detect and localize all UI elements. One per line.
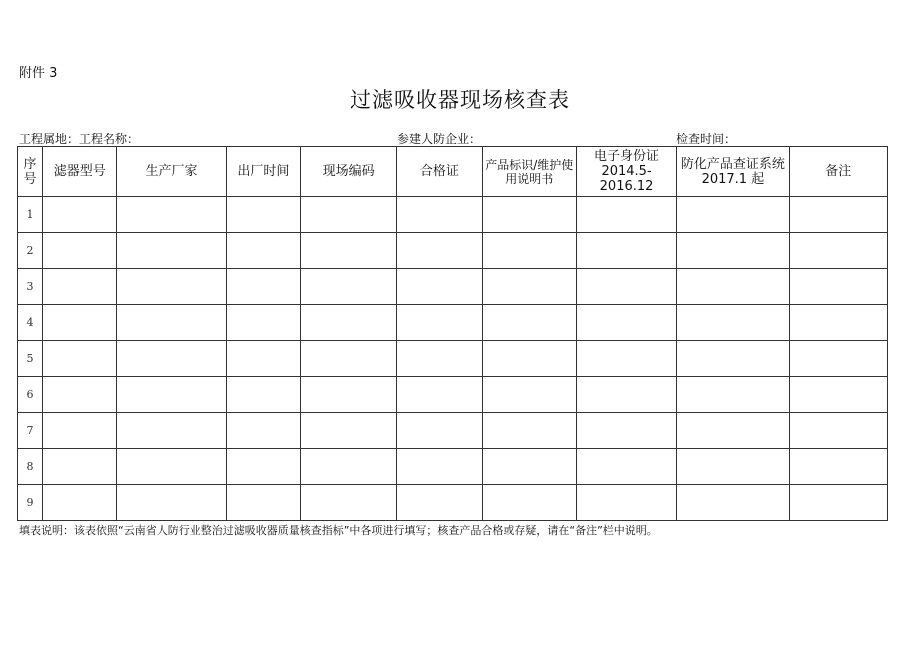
cell-certificate xyxy=(397,413,482,449)
header-product-label-manual: 产品标识/维护使用说明书 xyxy=(482,147,576,197)
cell-electronic-id xyxy=(576,485,676,521)
cell-electronic-id xyxy=(576,269,676,305)
cell-manufacturer xyxy=(117,377,226,413)
table-row xyxy=(18,197,888,233)
cell-site-code xyxy=(300,377,396,413)
cell-product-label-manual xyxy=(482,305,576,341)
cell-remarks xyxy=(789,269,887,305)
cell-product-label-manual xyxy=(482,485,576,521)
cell-manufacturer xyxy=(117,305,226,341)
row-number: 2 xyxy=(18,233,43,269)
project-info-labels xyxy=(19,130,139,147)
cell-production-date xyxy=(226,377,300,413)
cell-manufacturer xyxy=(117,485,226,521)
cell-production-date xyxy=(226,341,300,377)
header-certificate: 合格证 xyxy=(397,147,482,197)
cell-remarks xyxy=(789,449,887,485)
cell-filter-model xyxy=(43,269,117,305)
cell-filter-model xyxy=(43,449,117,485)
cell-product-label-manual xyxy=(482,269,576,305)
cell-site-code xyxy=(300,197,396,233)
location-label: 工程属地： xyxy=(19,132,80,146)
cell-certificate xyxy=(397,341,482,377)
cell-filter-model xyxy=(43,233,117,269)
cell-electronic-id xyxy=(576,449,676,485)
cell-production-date xyxy=(226,413,300,449)
header-seq: 序号 xyxy=(18,147,43,197)
cell-product-label-manual xyxy=(482,449,576,485)
cell-site-code xyxy=(300,233,396,269)
table-row xyxy=(18,233,888,269)
cell-production-date xyxy=(226,305,300,341)
cell-remarks xyxy=(789,377,887,413)
project-name-label: 工程名称： xyxy=(79,132,140,146)
cell-electronic-id xyxy=(576,197,676,233)
cell-site-code xyxy=(300,449,396,485)
cell-filter-model xyxy=(43,341,117,377)
cell-product-label-manual xyxy=(482,233,576,269)
row-number: 5 xyxy=(18,341,43,377)
row-number: 7 xyxy=(18,413,43,449)
table-header-row xyxy=(18,147,888,197)
cell-manufacturer xyxy=(117,413,226,449)
table-row xyxy=(18,341,888,377)
table-row xyxy=(18,305,888,341)
header-remarks: 备注 xyxy=(789,147,887,197)
cell-manufacturer xyxy=(117,449,226,485)
cell-certificate xyxy=(397,233,482,269)
cell-certificate xyxy=(397,197,482,233)
cell-site-code xyxy=(300,341,396,377)
cell-remarks xyxy=(789,197,887,233)
inspection-time-label: 检查时间： xyxy=(676,132,737,146)
cell-certificate xyxy=(397,269,482,305)
cell-verification-system xyxy=(677,449,789,485)
cell-verification-system xyxy=(677,413,789,449)
cell-product-label-manual xyxy=(482,413,576,449)
cell-site-code xyxy=(300,485,396,521)
cell-verification-system xyxy=(677,305,789,341)
cell-verification-system xyxy=(677,341,789,377)
cell-production-date xyxy=(226,197,300,233)
cell-product-label-manual xyxy=(482,341,576,377)
header-manufacturer: 生产厂家 xyxy=(117,147,226,197)
company-label: 参建人防企业： xyxy=(397,132,482,146)
header-filter-model: 滤器型号 xyxy=(43,147,117,197)
cell-filter-model xyxy=(43,413,117,449)
cell-site-code xyxy=(300,269,396,305)
cell-filter-model xyxy=(43,485,117,521)
cell-certificate xyxy=(397,377,482,413)
cell-manufacturer xyxy=(117,269,226,305)
cell-remarks xyxy=(789,233,887,269)
row-number: 3 xyxy=(18,269,43,305)
table-row xyxy=(18,377,888,413)
table-row xyxy=(18,449,888,485)
cell-verification-system xyxy=(677,197,789,233)
table-row xyxy=(18,413,888,449)
cell-site-code xyxy=(300,305,396,341)
cell-product-label-manual xyxy=(482,197,576,233)
header-site-code: 现场编码 xyxy=(300,147,396,197)
cell-electronic-id xyxy=(576,341,676,377)
cell-production-date xyxy=(226,233,300,269)
form-title: 过滤吸收器现场核查表 xyxy=(350,88,570,112)
cell-remarks xyxy=(789,305,887,341)
table-row xyxy=(18,269,888,305)
row-number: 4 xyxy=(18,305,43,341)
cell-remarks xyxy=(789,485,887,521)
cell-electronic-id xyxy=(576,377,676,413)
row-number: 6 xyxy=(18,377,43,413)
cell-verification-system xyxy=(677,377,789,413)
cell-manufacturer xyxy=(117,233,226,269)
cell-production-date xyxy=(226,449,300,485)
attachment-label: 附件 3 xyxy=(19,66,58,81)
fill-instructions: 填表说明：该表依照“云南省人防行业整治过滤吸收器质量核查指标”中各项进行填写；核查产品合格或存疑，请在“备注”栏中说明。 xyxy=(19,524,658,537)
inspection-table xyxy=(17,146,888,521)
cell-remarks xyxy=(789,413,887,449)
cell-electronic-id xyxy=(576,305,676,341)
cell-verification-system xyxy=(677,233,789,269)
header-electronic-id: 电子身份证2014.5-2016.12 xyxy=(576,147,676,197)
cell-electronic-id xyxy=(576,233,676,269)
cell-product-label-manual xyxy=(482,377,576,413)
cell-manufacturer xyxy=(117,341,226,377)
cell-manufacturer xyxy=(117,197,226,233)
cell-filter-model xyxy=(43,377,117,413)
cell-production-date xyxy=(226,485,300,521)
cell-production-date xyxy=(226,269,300,305)
cell-filter-model xyxy=(43,305,117,341)
cell-certificate xyxy=(397,485,482,521)
cell-verification-system xyxy=(677,485,789,521)
cell-certificate xyxy=(397,449,482,485)
row-number: 8 xyxy=(18,449,43,485)
header-production-date: 出厂时间 xyxy=(226,147,300,197)
cell-verification-system xyxy=(677,269,789,305)
table-row xyxy=(18,485,888,521)
cell-filter-model xyxy=(43,197,117,233)
row-number: 9 xyxy=(18,485,43,521)
cell-electronic-id xyxy=(576,413,676,449)
header-verification-system: 防化产品查证系统 2017.1 起 xyxy=(677,147,789,197)
cell-certificate xyxy=(397,305,482,341)
cell-remarks xyxy=(789,341,887,377)
row-number: 1 xyxy=(18,197,43,233)
cell-site-code xyxy=(300,413,396,449)
